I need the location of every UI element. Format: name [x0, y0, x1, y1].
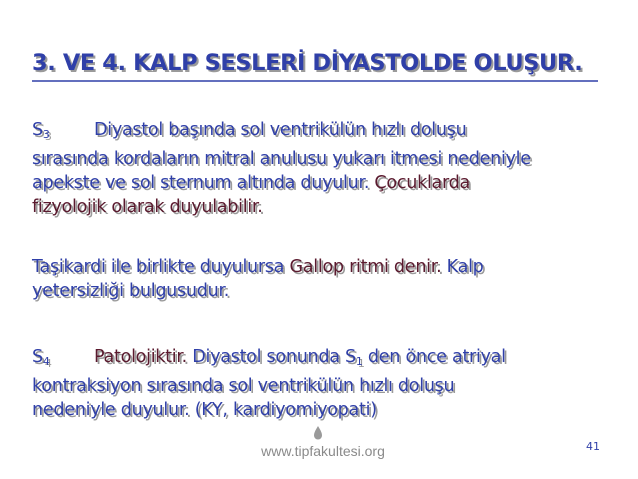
s4-text-1c: den önce atriyal — [362, 347, 506, 367]
watermark-url[interactable]: www.tipfakultesi.org — [261, 443, 385, 459]
page-number: 41 — [586, 440, 600, 453]
s4-text-1-sub: 1 — [355, 355, 363, 368]
s4-text-1a: Patolojiktir. — [94, 347, 187, 367]
s4-label-sub: 4 — [42, 355, 50, 368]
s3-text-1: Diyastol başında sol ventrikülün hızlı doluşu — [94, 120, 467, 140]
s3-line-4: fizyolojik olarak duyulabilir. — [32, 197, 263, 217]
s3-paragraph — [32, 118, 531, 219]
s3-text-3a: apekste ve sol sternum altında duyulur. — [32, 173, 375, 193]
title-underline — [32, 80, 598, 82]
s3-line-2: sırasında kordaların mitral anulusu yukarı itmesi nedeniyle — [32, 149, 531, 169]
gallop-text-1b: Gallop ritmi denir. — [289, 257, 442, 277]
s4-label-letter: S — [32, 347, 43, 367]
gallop-paragraph — [32, 255, 484, 303]
slide-title: 3. VE 4. KALP SESLERİ DİYASTOLDE OLUŞUR. — [32, 50, 583, 76]
s4-label — [32, 345, 94, 374]
s4-text-1b: Diyastol sonunda S — [186, 347, 356, 367]
s3-label — [32, 118, 94, 147]
s3-line-3 — [32, 171, 531, 195]
s3-label-letter: S — [32, 120, 43, 140]
s3-line-1 — [32, 118, 531, 147]
gallop-text-1c: Kalp — [441, 257, 484, 277]
gallop-line-2: yetersizliği bulgusudur. — [32, 281, 230, 301]
gallop-line-1 — [32, 255, 484, 279]
s4-line-2: kontraksiyon sırasında sol ventrikülün hızlı doluşu — [32, 376, 455, 396]
s4-line-3: nedeniyle duyulur. (KY, kardiyomiyopati) — [32, 400, 377, 420]
s4-paragraph — [32, 345, 506, 422]
s3-label-sub: 3 — [42, 128, 50, 141]
drop-icon — [312, 425, 324, 441]
s3-text-3b: Çocuklarda — [374, 173, 471, 193]
gallop-text-1a: Taşikardi ile birlikte duyulursa — [32, 257, 290, 277]
s4-line-1 — [32, 345, 506, 374]
